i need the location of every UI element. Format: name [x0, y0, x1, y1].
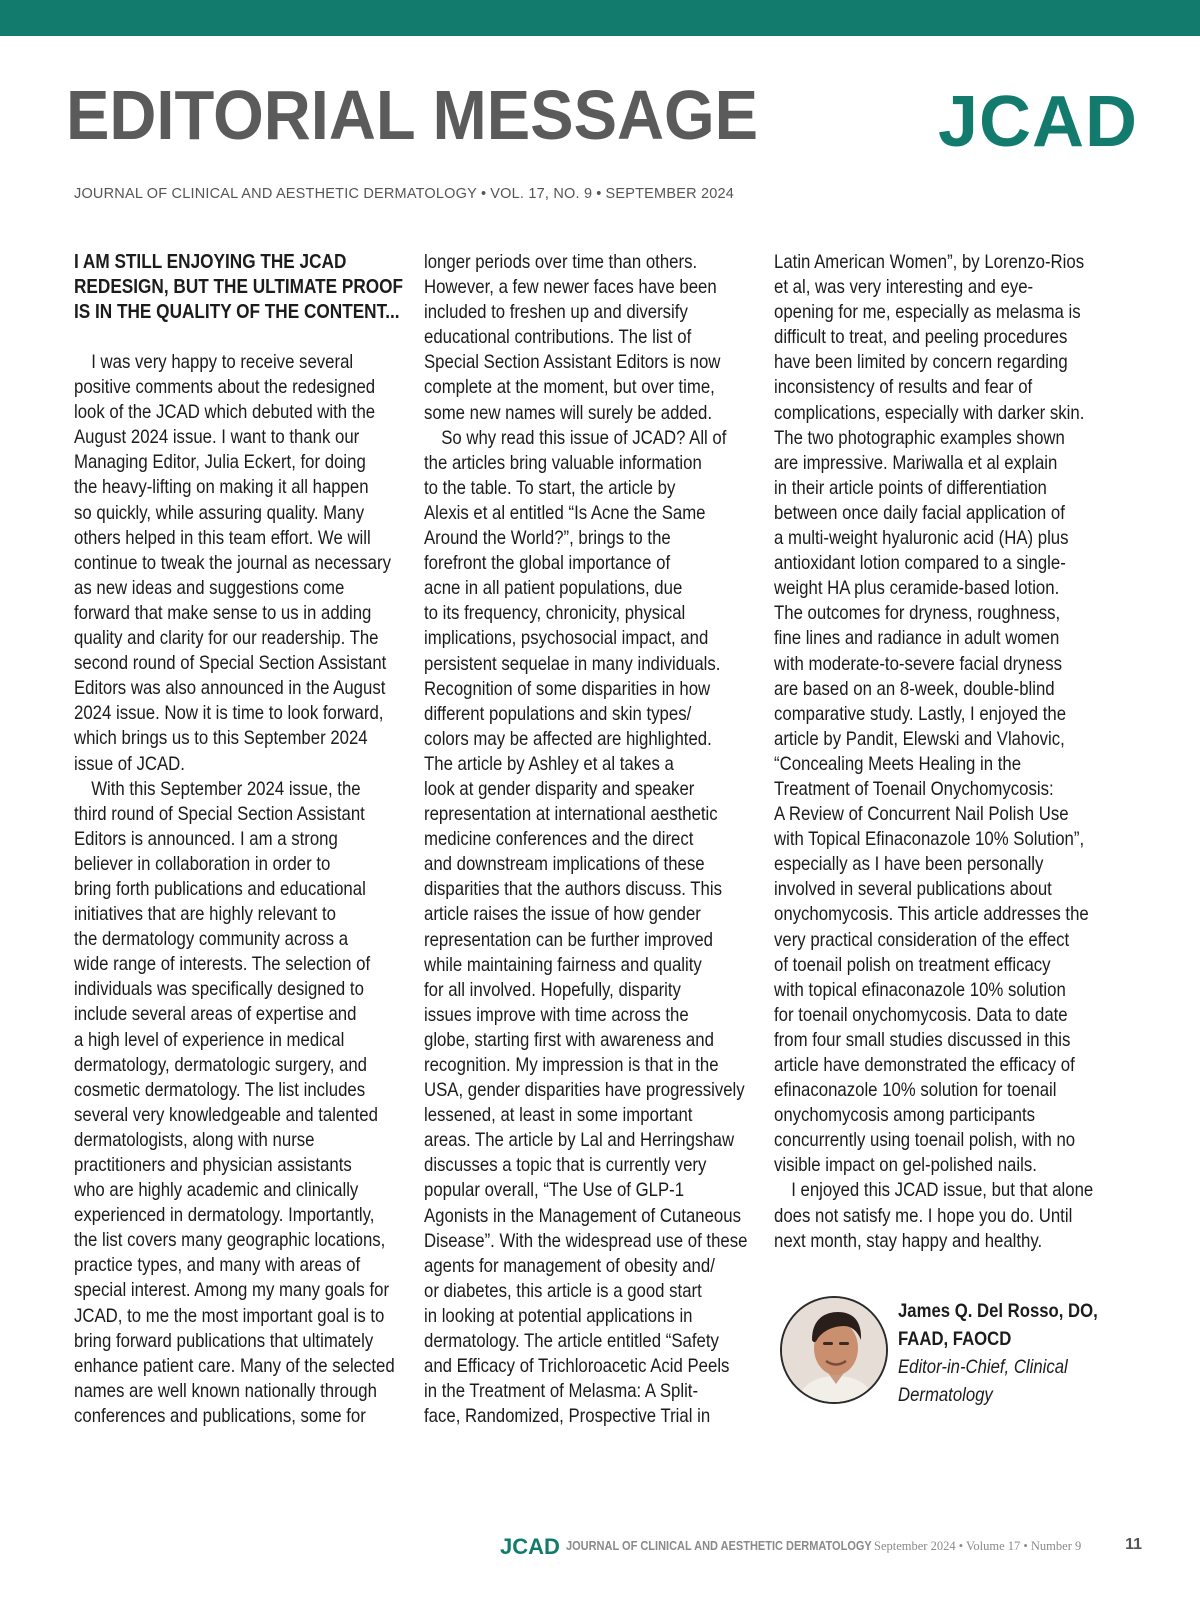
footer-issue-info: September 2024 • Volume 17 • Number 9 [874, 1539, 1082, 1553]
text-line: Special Section Assistant Editors is now [424, 351, 721, 374]
text-line: for toenail onychomycosis. Data to date [774, 1003, 1068, 1026]
text-line: lessened, at least in some important [424, 1104, 693, 1127]
text-line: bring forward publications that ultimately [74, 1329, 374, 1352]
text-line: implications, psychosocial impact, and [424, 627, 709, 650]
text-line: colors may be affected are highlighted. [424, 727, 712, 750]
page-number: 11 [1125, 1536, 1142, 1553]
text-line: comparative study. Lastly, I enjoyed the [774, 702, 1067, 725]
text-line: quality and clarity for our readership. The [74, 627, 379, 650]
text-line: have been limited by concern regarding [774, 351, 1068, 374]
text-line: educational contributions. The list of [424, 326, 692, 349]
text-line: 2024 issue. Now it is time to look forward, [74, 702, 384, 725]
text-line: With this September 2024 issue, the [91, 777, 361, 800]
text-line: medicine conferences and the direct [424, 828, 694, 851]
text-line: positive comments about the redesigned [74, 376, 376, 399]
text-line: to the table. To start, the article by [424, 476, 676, 499]
text-line: dermatology. The article entitled “Safety [424, 1330, 719, 1353]
text-line: concurrently using toenail polish, with no [774, 1129, 1076, 1152]
text-line: the heavy-lifting on making it all happen [74, 476, 369, 499]
text-line: Around the World?”, brings to the [424, 527, 671, 550]
text-line: Editors was also announced in the August [74, 677, 386, 700]
text-line: the dermatology community across a [74, 928, 349, 951]
author-role-line: Editor-in-Chief, Clinical [898, 1357, 1068, 1378]
text-line: from four small studies discussed in this [774, 1028, 1071, 1051]
text-line: complete at the moment, but over time, [424, 376, 715, 399]
author-name-line: James Q. Del Rosso, DO, [898, 1301, 1098, 1322]
text-line: onychomycosis among participants [774, 1104, 1035, 1127]
column-1-body [74, 350, 404, 1429]
text-line: experienced in dermatology. Importantly, [74, 1204, 375, 1227]
headline-line: I AM STILL ENJOYING THE JCAD [74, 251, 347, 273]
headline-line: IS IN THE QUALITY OF THE CONTENT... [74, 301, 400, 323]
text-line: disparities that the authors discuss. This [424, 878, 722, 901]
text-line: does not satisfy me. I hope you do. Until [774, 1204, 1073, 1227]
top-color-band [0, 0, 1200, 36]
text-line: article by Pandit, Elewski and Vlahovic, [774, 727, 1065, 750]
text-line: agents for management of obesity and/ [424, 1254, 715, 1277]
text-line: dermatologists, along with nurse [74, 1128, 315, 1151]
text-line: article raises the issue of how gender [424, 903, 701, 926]
text-line: some new names will surely be added. [424, 401, 713, 424]
text-line: forefront the global importance of [424, 552, 671, 575]
text-line: continue to tweak the journal as necessary [74, 551, 391, 574]
column-2-body [424, 250, 754, 1429]
journal-info-line [74, 186, 734, 202]
text-line: onychomycosis. This article addresses the [774, 903, 1089, 926]
author-role-line: Dermatology [898, 1385, 993, 1406]
text-line: practitioners and physician assistants [74, 1154, 352, 1176]
text-line: very practical consideration of the effect [774, 928, 1070, 951]
text-line: include several areas of expertise and [74, 1003, 357, 1026]
text-line: with Topical Efinaconazole 10% Solution”, [774, 828, 1085, 851]
text-line: a multi-weight hyaluronic acid (HA) plus [774, 527, 1069, 550]
text-line: et al, was very interesting and eye- [774, 276, 1034, 299]
separator: • [481, 186, 487, 202]
text-line: the list covers many geographic locations, [74, 1229, 386, 1252]
text-line: and Efficacy of Trichloroacetic Acid Peels [424, 1355, 730, 1378]
text-line: inconsistency of results and fear of [774, 376, 1033, 399]
text-line: are impressive. Mariwalla et al explain [774, 451, 1058, 474]
text-line: different populations and skin types/ [424, 702, 692, 725]
text-line: Treatment of Toenail Onychomycosis: [774, 777, 1054, 800]
author-signature-block [780, 1294, 1140, 1414]
text-line: in their article points of differentiation [774, 476, 1047, 499]
text-line: difficult to treat, and peeling procedures [774, 326, 1068, 349]
text-line: forward that make sense to us in adding [74, 601, 372, 624]
text-line: globe, starting first with awareness and [424, 1028, 714, 1051]
text-line: several very knowledgeable and talented [74, 1103, 378, 1126]
text-line: The two photographic examples shown [774, 426, 1065, 449]
text-line: which brings us to this September 2024 [74, 727, 368, 750]
text-line: USA, gender disparities have progressively [424, 1079, 745, 1102]
text-line: face, Randomized, Prospective Trial in [424, 1405, 711, 1428]
article-column-2 [424, 250, 754, 1429]
text-line: a high level of experience in medical [74, 1028, 345, 1051]
footer-journal-name: JOURNAL OF CLINICAL AND AESTHETIC DERMATOLOGY [566, 1539, 872, 1553]
text-line: for all involved. Hopefully, disparity [424, 978, 681, 1001]
article-column-3 [774, 250, 1104, 1254]
text-line: representation at international aesthetic [424, 803, 718, 826]
text-line: Latin American Women”, by Lorenzo-Rios [774, 251, 1085, 273]
text-line: The article by Ashley et al takes a [424, 752, 674, 775]
text-line: names are well known nationally through [74, 1379, 377, 1402]
text-line: opening for me, especially as melasma is [774, 301, 1081, 324]
text-line: others helped in this team effort. We will [74, 526, 371, 549]
text-line: while maintaining fairness and quality [424, 953, 702, 976]
text-line: I enjoyed this JCAD issue, but that alone [791, 1179, 1094, 1202]
text-line: Disease”. With the widespread use of these [424, 1229, 748, 1252]
text-line: issue of JCAD. [74, 752, 185, 775]
text-line: in the Treatment of Melasma: A Split- [424, 1380, 699, 1403]
text-line: complications, especially with darker skin. [774, 401, 1085, 424]
text-line: so quickly, while assuring quality. Many [74, 501, 365, 524]
text-line: with moderate-to-severe facial dryness [774, 652, 1063, 675]
text-line: dermatology, dermatologic surgery, and [74, 1053, 368, 1076]
journal-name: JOURNAL OF CLINICAL AND AESTHETIC DERMATOLOGY [74, 186, 477, 202]
text-line: issues improve with time across the [424, 1003, 689, 1026]
text-line: Editors is announced. I am a strong [74, 827, 338, 850]
text-line: as new ideas and suggestions come [74, 576, 345, 599]
text-line: of toenail polish on treatment efficacy [774, 953, 1051, 976]
text-line: longer periods over time than others. [424, 251, 698, 273]
text-line: visible impact on gel-polished nails. [774, 1154, 1037, 1177]
text-line: antioxidant lotion compared to a single- [774, 552, 1066, 575]
journal-date: SEPTEMBER 2024 [605, 186, 735, 202]
text-line: look of the JCAD which debuted with the [74, 401, 376, 424]
text-line: So why read this issue of JCAD? All of [441, 426, 727, 449]
text-line: next month, stay happy and healthy. [774, 1229, 1043, 1252]
text-line: between once daily facial application of [774, 501, 1065, 524]
text-line: second round of Special Section Assistant [74, 652, 387, 675]
text-line: Managing Editor, Julia Eckert, for doing [74, 451, 366, 474]
text-line: acne in all patient populations, due [424, 577, 683, 600]
text-line: The outcomes for dryness, roughness, [774, 602, 1061, 625]
text-line: cosmetic dermatology. The list includes [74, 1078, 366, 1101]
text-line: with topical efinaconazole 10% solution [774, 978, 1066, 1001]
text-line: persistent sequelae in many individuals. [424, 652, 721, 675]
text-line: JCAD, to me the most important goal is to [74, 1304, 385, 1327]
text-line: recognition. My impression is that in the [424, 1054, 719, 1076]
text-line: discusses a topic that is currently very [424, 1154, 707, 1177]
article-column-1 [74, 250, 404, 1429]
text-line: Recognition of some disparities in how [424, 677, 711, 700]
text-line: A Review of Concurrent Nail Polish Use [774, 803, 1069, 826]
column-3-body [774, 250, 1104, 1254]
text-line: conferences and publications, some for [74, 1404, 366, 1427]
text-line: included to freshen up and diversify [424, 301, 688, 324]
text-line: weight HA plus ceramide-based lotion. [774, 577, 1060, 600]
text-line: believer in collaboration in order to [74, 852, 331, 875]
text-line: bring forth publications and educational [74, 877, 366, 900]
text-line: individuals was specifically designed to [74, 978, 364, 1001]
journal-volume: VOL. 17, NO. 9 [490, 186, 593, 202]
page-title: EDITORIAL MESSAGE [66, 76, 759, 154]
text-line: Agonists in the Management of Cutaneous [424, 1204, 741, 1227]
page-footer [500, 1534, 1160, 1564]
text-line: efinaconazole 10% solution for toenail [774, 1079, 1057, 1102]
text-line: article have demonstrated the efficacy of [774, 1054, 1075, 1076]
text-line: representation can be further improved [424, 928, 713, 951]
journal-logo: JCAD [937, 82, 1138, 162]
separator: • [596, 186, 602, 202]
headline-line: REDESIGN, BUT THE ULTIMATE PROOF [74, 276, 404, 298]
text-line: especially as I have been personally [774, 853, 1044, 876]
author-role [898, 1354, 1138, 1410]
author-photo [780, 1296, 888, 1404]
text-line: “Concealing Meets Healing in the [774, 752, 1022, 775]
text-line: to its frequency, chronicity, physical [424, 602, 686, 625]
text-line: or diabetes, this article is a good start [424, 1279, 702, 1302]
text-line: the articles bring valuable information [424, 451, 702, 474]
text-line: wide range of interests. The selection of [74, 953, 371, 976]
text-line: and downstream implications of these [424, 853, 705, 876]
footer-logo: JCAD [500, 1534, 560, 1559]
text-line: areas. The article by Lal and Herringshaw [424, 1129, 735, 1152]
article-headline [74, 250, 404, 325]
text-line: who are highly academic and clinically [74, 1179, 359, 1202]
text-line: practice types, and many with areas of [74, 1254, 361, 1277]
text-line: However, a few newer faces have been [424, 276, 717, 299]
text-line: I was very happy to receive several [91, 351, 354, 373]
text-line: Alexis et al entitled “Is Acne the Same [424, 501, 706, 524]
text-line: in looking at potential applications in [424, 1304, 693, 1327]
text-line: look at gender disparity and speaker [424, 777, 695, 800]
text-line: popular overall, “The Use of GLP-1 [424, 1179, 685, 1202]
text-line: involved in several publications about [774, 878, 1052, 901]
text-line: initiatives that are highly relevant to [74, 903, 336, 926]
text-line: are based on an 8-week, double-blind [774, 677, 1055, 700]
text-line: special interest. Among my many goals for [74, 1279, 390, 1302]
author-name-line: FAAD, FAOCD [898, 1329, 1012, 1350]
author-portrait-icon [782, 1298, 888, 1404]
text-line: August 2024 issue. I want to thank our [74, 426, 360, 449]
text-line: third round of Special Section Assistant [74, 802, 365, 825]
text-line: fine lines and radiance in adult women [774, 627, 1060, 650]
author-name [898, 1298, 1138, 1354]
text-line: enhance patient care. Many of the selected [74, 1354, 395, 1377]
